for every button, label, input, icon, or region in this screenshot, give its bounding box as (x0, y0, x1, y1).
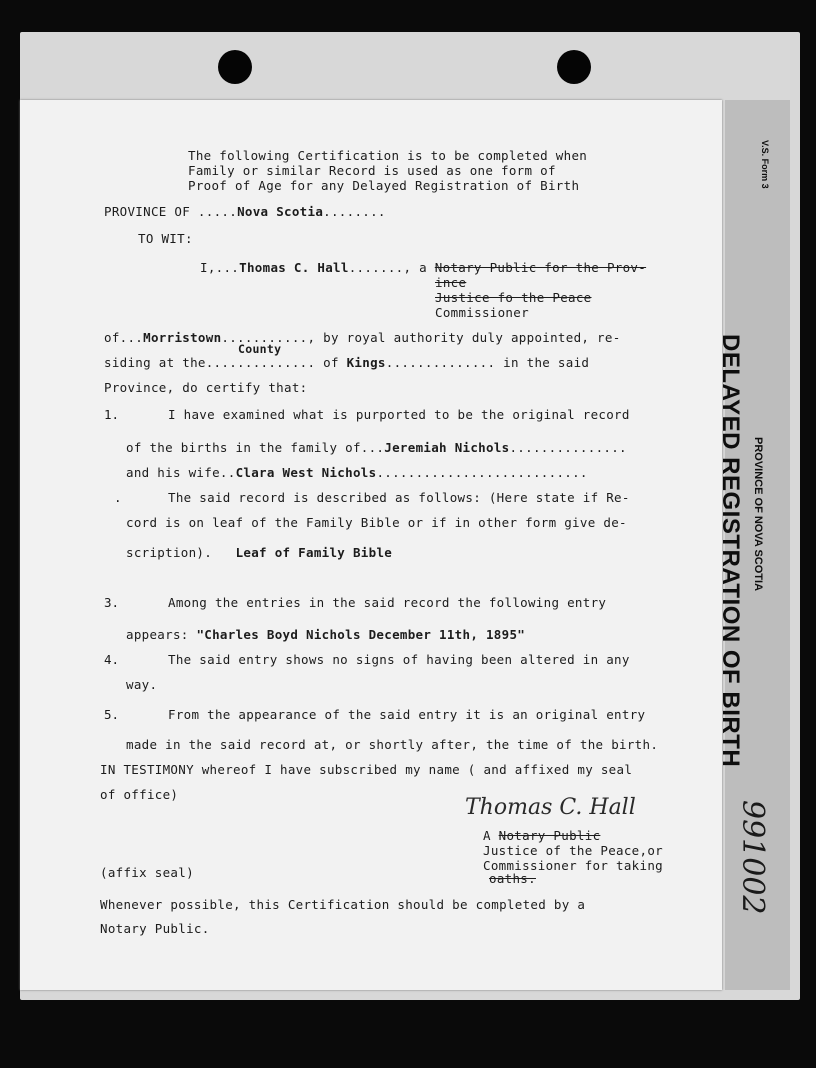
item-1-text-3: and his wife (126, 465, 220, 480)
handwritten-number: 991002 (735, 800, 770, 915)
testimony-line-1: IN TESTIMONY whereof I have subscribed my name ( and affixed my seal (100, 762, 633, 777)
item-1-line-2: of the births in the family of...Jeremiah Nichols............... (126, 440, 627, 455)
place-value: Morristown (143, 330, 222, 345)
certifier-name: Thomas C. Hall (239, 260, 349, 275)
of-word: of (104, 330, 120, 345)
certifier-line: I,...Thomas C. Hall......., a Notary Public for the Prov- (200, 260, 647, 275)
side-province: PROVINCE OF NOVA SCOTIA (752, 437, 764, 592)
kings-value: Kings (346, 355, 386, 370)
record-description: Leaf of Family Bible (235, 545, 393, 560)
item-4-number: 4. (104, 652, 120, 667)
item-3-text-2: appears: (126, 627, 189, 642)
item-2-text-2: cord is on leaf of the Family Bible or if in other form give de- (126, 515, 627, 530)
footer-line-1: Whenever possible, this Certification should be completed by a (100, 897, 586, 912)
to-wit: TO WIT: (138, 231, 193, 246)
title-justice: Justice fo the Peace (435, 290, 592, 305)
punch-hole-right (557, 50, 591, 84)
item-2-number: . (114, 490, 122, 505)
footer-line-2: Notary Public. (100, 921, 210, 936)
item-4-text-2: way. (126, 677, 158, 692)
residing-line: siding at the.............. of Kings.............. in the said (104, 355, 590, 370)
item-1-text-2: of the births in the family of (126, 440, 361, 455)
testimony-line-2: of office) (100, 787, 179, 802)
province-line: PROVINCE OF .....Nova Scotia........ (104, 204, 386, 219)
sign-title-4: oaths. (489, 871, 536, 886)
province-label: PROVINCE OF (104, 204, 191, 219)
item-5-number: 5. (104, 707, 120, 722)
item-3-text-1: Among the entries in the said record the following entry (168, 595, 607, 610)
form-number: V.S. Form 3 (760, 140, 770, 189)
province-certify: Province, do certify that: (104, 380, 308, 395)
header-line-1: The following Certification is to be completed when (188, 148, 588, 163)
side-title: DELAYED REGISTRATION OF BIRTH (717, 334, 744, 768)
sign-notary: Notary Public (498, 828, 601, 843)
item-5-text-2: made in the said record at, or shortly after, the time of the birth. (126, 737, 659, 752)
affix-seal: (affix seal) (100, 865, 194, 880)
item-2-line-3 (126, 545, 392, 560)
item-2-text-1: The said record is described as follows: (Here state if Re- (168, 490, 630, 505)
province-value: Nova Scotia (237, 204, 324, 219)
sign-title-3: Commissioner for taking (483, 858, 663, 873)
certifier-prefix: I, (200, 260, 216, 275)
birth-entry: "Charles Boyd Nichols December 11th, 1895" (196, 627, 526, 642)
mother-name: Clara West Nichols (235, 465, 377, 480)
item-3-number: 3. (104, 595, 120, 610)
certifier-a: a (419, 260, 427, 275)
item-1-line-3: and his wife..Clara West Nichols........................... (126, 465, 588, 480)
item-3-line-2 (126, 627, 525, 642)
item-1-text-1: I have examined what is purported to be the original record (168, 407, 630, 422)
header-line-2: Family or similar Record is used as one form of (188, 163, 556, 178)
sign-a: A (483, 828, 491, 843)
residing-text-2: in the said (503, 355, 590, 370)
title-commissioner: Commissioner (435, 305, 529, 320)
item-1-number: 1. (104, 407, 120, 422)
item-2-text-3: scription). (126, 545, 213, 560)
title-notary-cont: ince (435, 275, 467, 290)
residing-text: siding at the (104, 355, 206, 370)
of-line-rest: , by royal authority duly appointed, re- (307, 330, 621, 345)
item-4-text-1: The said entry shows no signs of having been altered in any (168, 652, 630, 667)
title-notary: Notary Public for the Prov- (434, 260, 647, 275)
county-value: County (238, 342, 282, 356)
header-line-3: Proof of Age for any Delayed Registration of Birth (188, 178, 580, 193)
signature: Thomas C. Hall (465, 795, 636, 820)
residing-of: of (323, 355, 339, 370)
of-line: of...Morristown..........., by royal authority duly appointed, re- (104, 330, 621, 345)
item-5-text-1: From the appearance of the said entry it is an original entry (168, 707, 646, 722)
punch-hole-left (218, 50, 252, 84)
sign-title-1 (483, 828, 600, 843)
sign-title-2: Justice of the Peace,or (483, 843, 663, 858)
father-name: Jeremiah Nichols (384, 440, 510, 455)
